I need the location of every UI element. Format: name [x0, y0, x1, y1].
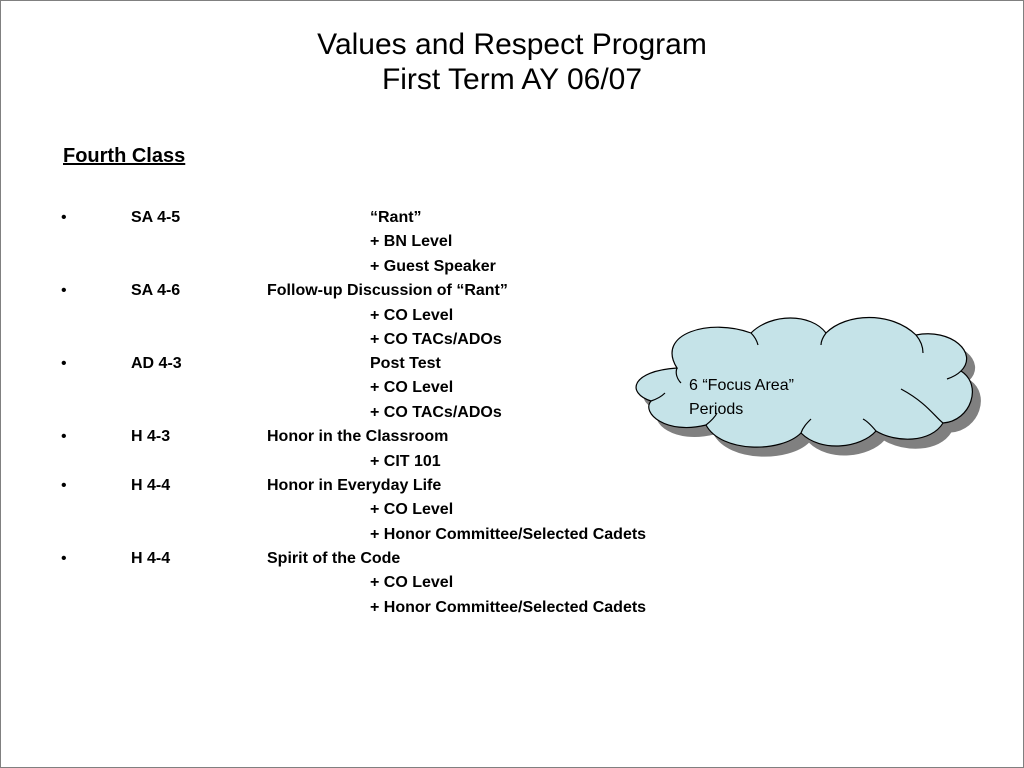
lesson-detail: + CO Level: [370, 379, 454, 396]
lesson-code: H 4-4: [131, 550, 171, 567]
cloud-icon: [631, 313, 983, 465]
bullet: •: [61, 477, 67, 494]
lesson-topic: Post Test: [370, 355, 441, 372]
lesson-detail: + CO Level: [370, 501, 454, 518]
lesson-detail: + CIT 101: [370, 453, 441, 470]
lesson-detail: + Honor Committee/Selected Cadets: [370, 526, 647, 543]
cloud-label-line-1: 6 “Focus Area”: [689, 377, 794, 394]
lesson-topic: “Rant”: [370, 209, 422, 226]
lesson-code: H 4-4: [131, 477, 171, 494]
bullet: •: [61, 282, 67, 299]
lesson-topic: Honor in the Classroom: [267, 428, 449, 445]
title-line-2: First Term AY 06/07: [381, 63, 643, 96]
cloud-label: [689, 374, 794, 422]
bullet: •: [61, 355, 67, 372]
title-line-1: Values and Respect Program: [317, 28, 707, 61]
cloud-label-line-2: Periods: [689, 401, 744, 418]
lesson-topic: Honor in Everyday Life: [267, 477, 442, 494]
cloud-callout: [631, 313, 983, 465]
bullet: •: [61, 428, 67, 445]
lesson-code: SA 4-6: [131, 282, 181, 299]
bullet: •: [61, 550, 67, 567]
lesson-detail: + CO Level: [370, 307, 454, 324]
lesson-detail: + Guest Speaker: [370, 258, 496, 275]
lesson-detail: + CO Level: [370, 574, 454, 591]
lesson-code: AD 4-3: [131, 355, 182, 372]
lesson-detail: + Honor Committee/Selected Cadets: [370, 599, 647, 616]
lesson-code: SA 4-5: [131, 209, 181, 226]
slide-title: [1, 27, 1023, 97]
lesson-detail: + BN Level: [370, 233, 453, 250]
lesson-topic: Spirit of the Code: [267, 550, 401, 567]
lesson-topic: Follow-up Discussion of “Rant”: [267, 282, 508, 299]
section-heading: Fourth Class: [63, 145, 186, 167]
lesson-detail: + CO TACs/ADOs: [370, 331, 502, 348]
cloud-body: [636, 318, 972, 448]
lesson-code: H 4-3: [131, 428, 171, 445]
bullet: •: [61, 209, 67, 226]
lesson-detail: + CO TACs/ADOs: [370, 404, 502, 421]
